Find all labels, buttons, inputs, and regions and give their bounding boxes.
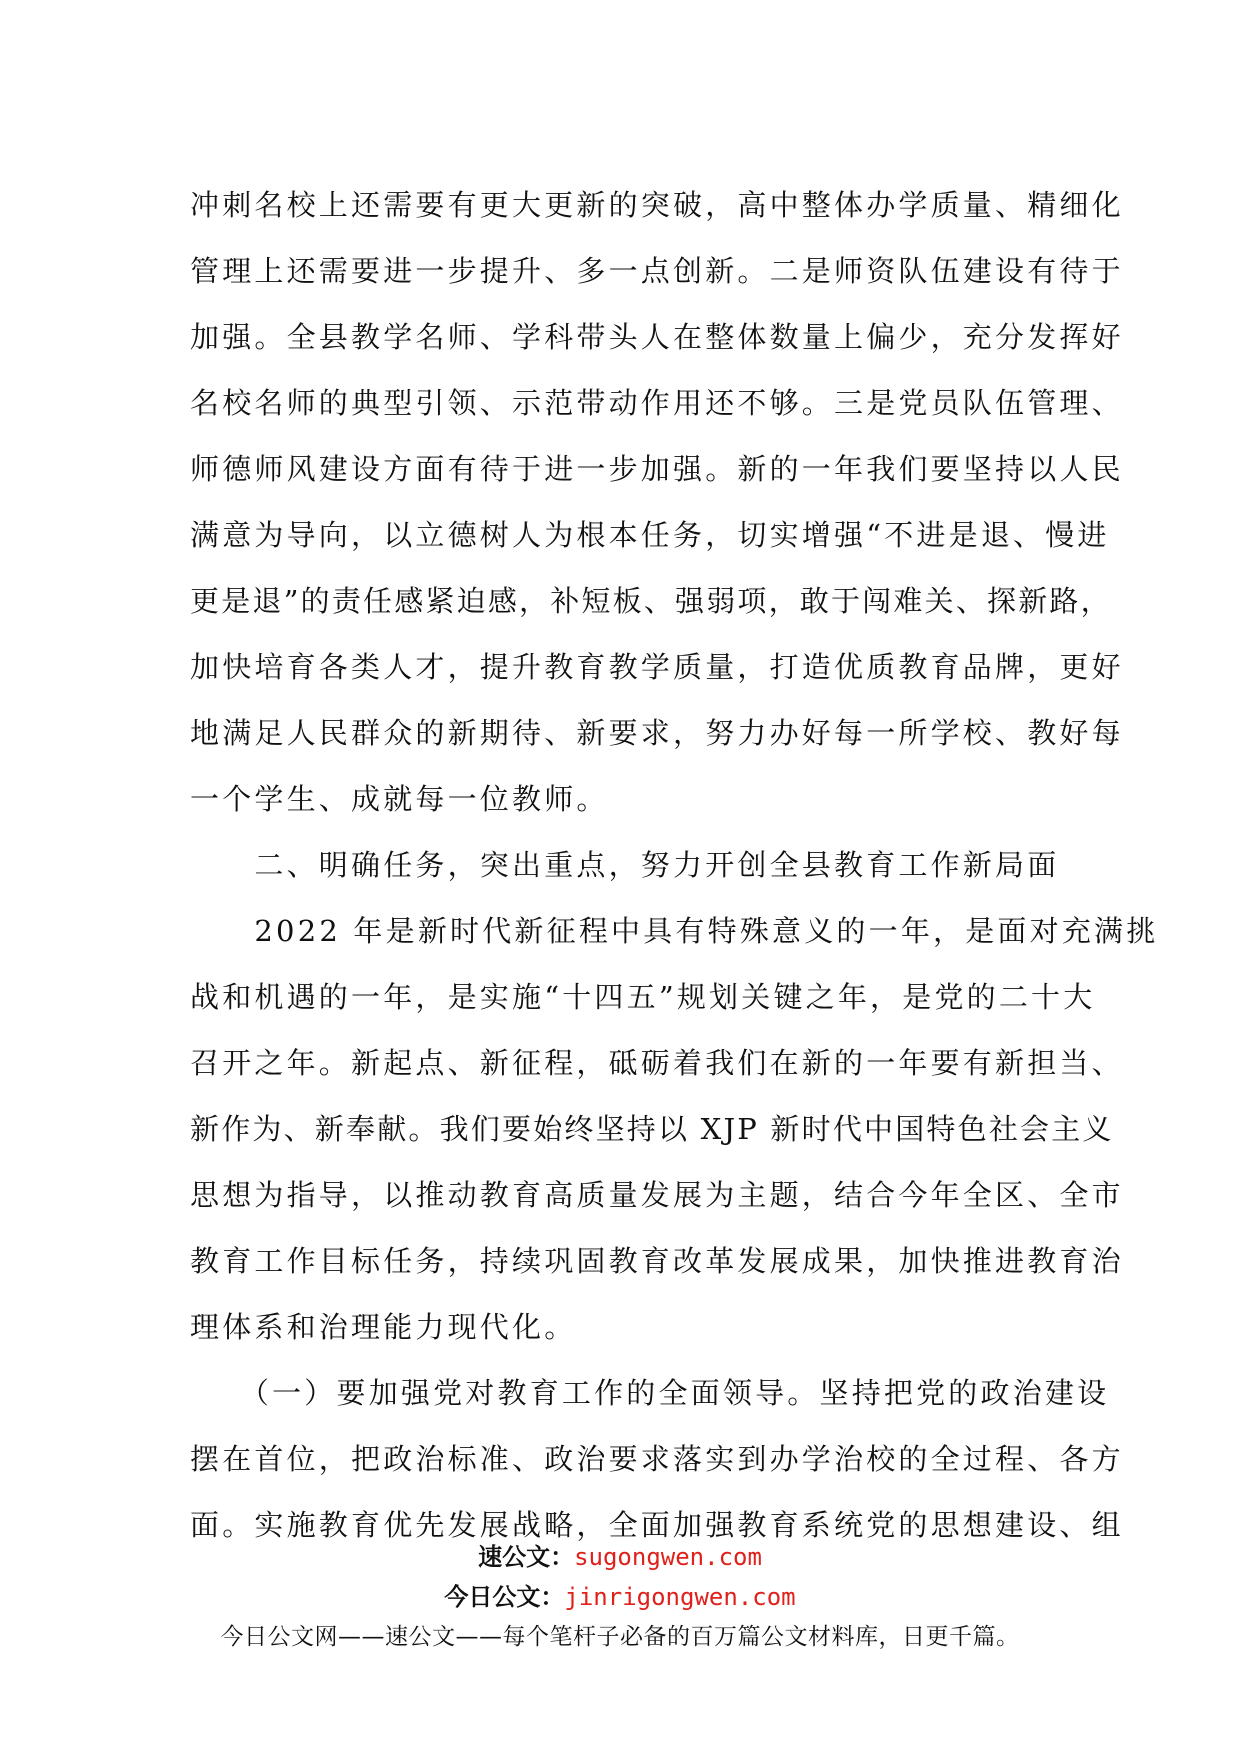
page-footer	[0, 1537, 1240, 1657]
body-line: 新作为、新奉献。我们要始终坚持以 XJP 新时代中国特色社会主义	[190, 1112, 1114, 1146]
body-line: 师德师风建设方面有待于进一步加强。新的一年我们要坚持以人民	[190, 452, 1124, 486]
body-line: 名校名师的典型引领、示范带动作用还不够。三是党员队伍管理、	[190, 386, 1124, 420]
body-line: 加强。全县教学名师、学科带头人在整体数量上偏少，充分发挥好	[190, 320, 1124, 354]
footer-sugongwen	[0, 1537, 1240, 1577]
body-line: 地满足人民群众的新期待、新要求，努力办好每一所学校、教好每	[190, 716, 1124, 750]
body-line: 一个学生、成就每一位教师。	[190, 782, 609, 816]
footer-label-sugongwen: 速公文：	[478, 1543, 575, 1571]
body-line: 管理上还需要进一步提升、多一点创新。二是师资队伍建设有待于	[190, 254, 1124, 288]
footer-link-sugongwen[interactable]: sugongwen.com	[574, 1543, 762, 1571]
body-line: 思想为指导，以推动教育高质量发展为主题，结合今年全区、全市	[190, 1178, 1124, 1212]
body-line: 更是退”的责任感紧迫感，补短板、强弱项，敢于闯难关、探新路，	[190, 584, 1112, 618]
body-line: 理体系和治理能力现代化。	[190, 1310, 577, 1344]
body-line: 冲刺名校上还需要有更大更新的突破，高中整体办学质量、精细化	[190, 188, 1124, 222]
body-line: 教育工作目标任务，持续巩固教育改革发展成果，加快推进教育治	[190, 1244, 1124, 1278]
document-body	[190, 172, 1159, 1558]
footer-link-jinrigongwen[interactable]: jinrigongwen.com	[564, 1583, 796, 1611]
footer-label-jinrigongwen: 今日公文：	[444, 1583, 565, 1611]
footer-slogan: 今日公文网——速公文——每个笔杆子必备的百万篇公文材料库，日更千篇。	[220, 1624, 1020, 1650]
body-line: 满意为导向，以立德树人为根本任务，切实增强“不进是退、慢进	[190, 518, 1110, 552]
body-line: 2022 年是新时代新征程中具有特殊意义的一年，是面对充满挑	[190, 914, 1159, 948]
body-line: 摆在首位，把政治标准、政治要求落实到办学治校的全过程、各方	[190, 1442, 1124, 1476]
body-line: 面。实施教育优先发展战略，全面加强教育系统党的思想建设、组	[190, 1508, 1124, 1542]
body-line: 加快培育各类人才，提升教育教学质量，打造优质教育品牌，更好	[190, 650, 1124, 684]
section-heading: 二、明确任务，突出重点，努力开创全县教育工作新局面	[190, 848, 1060, 882]
footer-jinrigongwen	[0, 1577, 1240, 1617]
body-line: 战和机遇的一年，是实施“十四五”规划关键之年，是党的二十大	[190, 980, 1096, 1014]
subsection-heading: （一）要加强党对教育工作的全面领导。坚持把党的政治建设	[190, 1376, 1110, 1410]
body-line: 召开之年。新起点、新征程，砥砺着我们在新的一年要有新担当、	[190, 1046, 1124, 1080]
